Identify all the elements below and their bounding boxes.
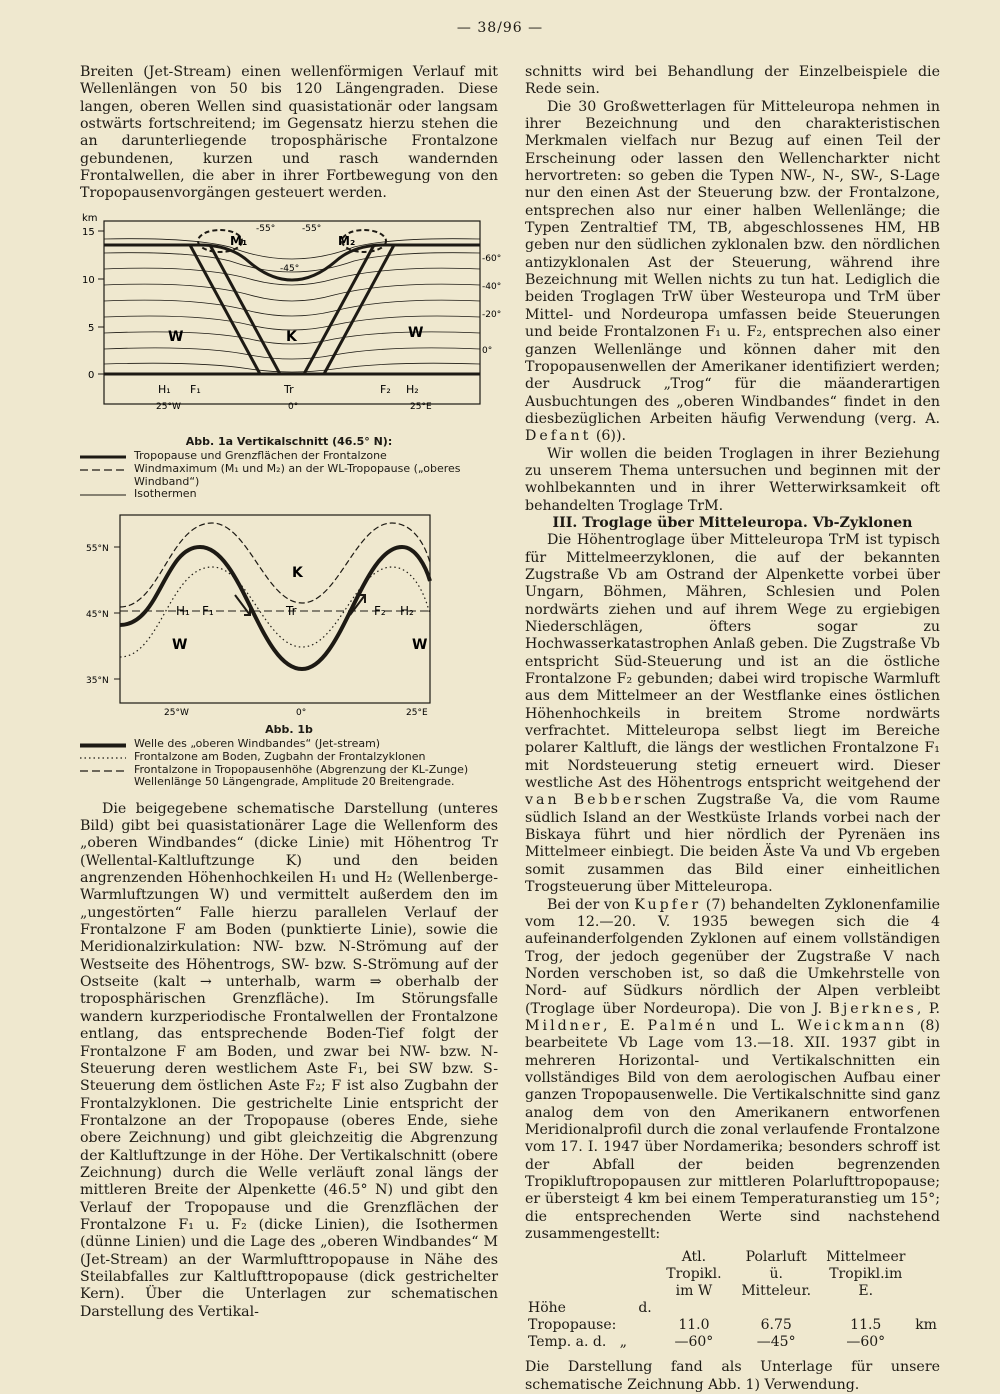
author-name: Weickmann (797, 1017, 908, 1034)
row-label: Höhe d. Tropopause: (528, 1300, 652, 1334)
x-tick-25e: 25°E (410, 401, 432, 412)
table-cell: —60° (846, 1334, 886, 1351)
header-line: Atl. Tropikl. (666, 1249, 722, 1283)
header-line: Tropikl.im E. (829, 1266, 903, 1300)
column-header (655, 1249, 733, 1300)
legend-text: Tropopause und Grenzflächen der Frontalzone (134, 449, 387, 463)
x-tick-25e: 25°E (406, 707, 428, 718)
header-line: Mittelmeer (826, 1249, 906, 1266)
section-heading: III. Troglage über Mitteleuropa. Vb-Zyklonen (552, 514, 913, 531)
table-cell: —60° (674, 1334, 714, 1351)
label-tr: Tr (284, 382, 294, 396)
label-r40: -40° (482, 281, 502, 292)
paragraph-text: , P. (916, 1000, 940, 1017)
author-name: Bjerknes (829, 1000, 917, 1017)
column-header (819, 1249, 912, 1300)
vertical-section-diagram (80, 209, 502, 434)
figure-1b (80, 507, 498, 789)
right-column (525, 64, 940, 1394)
label-r60: -60° (482, 253, 502, 264)
legend-text: Frontalzone am Boden, Zugbahn der Frontalzyklonen (134, 749, 426, 763)
author-name: Mildner (525, 1017, 603, 1034)
paragraph-text: , E. (603, 1017, 635, 1034)
label-h1: H₁ (158, 382, 171, 396)
legend-text: Welle des „oberen Windbandes“ (Jet-stream) (134, 737, 381, 751)
table-cell: 11.0 (678, 1317, 710, 1334)
paragraph-text: (6)). (595, 428, 626, 445)
legend-swatch-dotted (80, 756, 126, 760)
figure-1b-caption (80, 724, 498, 789)
legend-swatch-dashed (80, 769, 126, 773)
right-paragraph-3: Wir wollen die beiden Troglagen in ihrer Beziehung zu unserem Thema untersuchen und beginnen mit der wohlbekannten und in ihrer Wetterwirksamkeit oft behandelten Troglage TrM. (525, 445, 940, 514)
figure-1b-title: Abb. 1b (265, 722, 313, 736)
label-h1: H₁ (176, 603, 190, 618)
paragraph-text: (7) behandelten Zyklonenfamilie vom 12.—20. V. 1935 bewegen sich die 4 aufeinanderfolgenden Zyklonen auf einem vollständigen Trog, der jedoch gegenüber der Zugstraße V nach Norden verschoben ist, so daß die Umkehrstelle von Nord- auf Südkurs nördlich der Alpen verbleibt (Troglage über Nordeuropa). Die von J. (525, 896, 941, 1017)
label-w-left: W (172, 636, 188, 653)
legend-row (80, 463, 498, 488)
label-w-right: W (412, 636, 428, 653)
label-f2: F₂ (374, 603, 386, 618)
column-header (733, 1249, 819, 1300)
table-cell: —45° (756, 1334, 796, 1351)
label-r0: 0° (482, 345, 493, 356)
paragraph-text: (8) bearbeitete Vb Lage vom 13.—18. XII. 1937 gibt in mehreren Horizontal- und Vertikalschnitten ein vollständiges Bild von dem aerologischen Aufbau einer ganzen Tropopausenwelle. Die Vertikalschnitte sind ganz analog dem von den Amerikanern entworfenen Meridionalprofil durch die zonal verlaufende Frontalzone vom 17. I. 1947 über Nordamerika; besonders schroff ist der Abfall der beiden begrenzenden Tropikluftropopausen zur mittleren Polarlufttropopause; er übersteigt 4 km bei einem Temperaturanstieg um 15°; die entsprechenden Werte sind nachstehend zusammengestellt: (525, 1017, 940, 1243)
label-tr: Tr (286, 603, 297, 618)
header-line: im W (675, 1283, 713, 1300)
label-r20: -20° (482, 309, 502, 320)
table-cell: 6.75 (760, 1317, 792, 1334)
header-line: ü. Mitteleur. (741, 1266, 812, 1300)
legend-row (80, 488, 498, 501)
figure-1a (80, 209, 502, 501)
label-k: K (286, 328, 297, 345)
table-row (525, 1300, 940, 1334)
axis-tick-15: 15 (82, 226, 95, 238)
figure-1a-caption (80, 436, 498, 501)
label-f1: F₁ (190, 382, 201, 396)
tropopause-table (525, 1249, 940, 1351)
x-tick-25w: 25°W (164, 707, 189, 718)
axis-tick-0: 0 (88, 369, 95, 381)
legend-text: Isothermen (134, 487, 197, 501)
label-f2: F₂ (380, 382, 391, 396)
axis-tick-10: 10 (82, 274, 95, 286)
axis-tick-5: 5 (88, 322, 95, 334)
paragraph-text: Bei der von (547, 896, 630, 913)
table-row (525, 1334, 940, 1351)
x-tick-0: 0° (296, 707, 307, 718)
y-tick-45n: 45°N (86, 609, 109, 620)
legend-swatch-thick (80, 743, 126, 748)
label-t45: -45° (280, 263, 300, 274)
row-label (525, 1334, 655, 1351)
x-tick-0: 0° (288, 401, 299, 412)
header-line: Polarluft (745, 1249, 807, 1266)
label-h2: H₂ (400, 603, 414, 618)
author-name: Defant (525, 428, 592, 445)
right-paragraph-4 (525, 532, 940, 896)
author-name: Kupfer (634, 896, 702, 913)
paragraph-text: schen Zugstraße Va, die vom Raume südlich Island an der Westküste Irlands vorbei nach der Biskaya führt und hier nördlich der Pyrenäen ins Mittelmeer einbiegt. Die beiden Äste Va und Vb ergeben somit zusammen das Bild einer einheitlichen Trogsteuerung über Mitteleuropa. (525, 792, 940, 896)
label-t55-right: -55° (302, 223, 322, 234)
right-paragraph-1: schnitts wird bei Behandlung der Einzelbeispiele die Rede sein. (525, 64, 940, 98)
legend-text: Windmaximum (M₁ und M₂) an der WL-Tropopause („oberes Windband“) (134, 461, 461, 488)
right-paragraph-5 (525, 897, 940, 1244)
left-paragraph-2: Die beigegebene schematische Darstellung (unteres Bild) gibt bei quasistationärer Lage die Wellenform des „oberen Windbandes“ (dicke Linie) mit Höhentrog Tr (Wellental-Kaltluftzunge K) und den beiden angrenzenden Höhenhochkeilen H₁ und H₂ (Wellenberge-Warmluftzungen W) und vermittelt außerdem den im „ungestörten“ Falle hierzu parallelen Verlauf der Frontalzone F am Boden (punktierte Linie), sowie die Meridionalzirkulation: NW- bzw. N-Strömung auf der Westseite des Höhentrogs, SW- bzw. S-Strömung auf der Ostseite (kalt → unterhalb, warm ⇒ oberhalb der troposphärischen Grenzfläche). Im Störungsfalle wandern kurzperiodische Frontalwellen der Frontalzone entlang, das entsprechende Boden-Tief folgt der Frontalzone F am Boden, und zwar bei NW- bzw. N-Steuerung deren westlichem Aste F₁, bei SW bzw. S-Steuerung dem östlichen Aste F₂; F ist also Zugbahn der Frontalzyklonen. Die gestrichelte Linie entspricht der Frontalzone an der Tropopause (oberes Ende, siehe obere Zeichnung) und gibt gleichzeitig die Abgrenzung der Kaltluftzunge in der Höhe. Der Vertikalschnitt (obere Zeichnung) durch die Welle verläuft zonal längs der mittleren Breite der Alpenkette (46.5° N) und gibt den Verlauf der Tropopause und die Grenzflächen der Frontalzone F₁ u. F₂ (dicke Linien), die Isothermen (dünne Linien) und die Lage des „oberen Windbandes“ M (Jet-Stream) an der Warmlufttropopause in Nähe des Steilabfalles zur Kaltlufttropopause (dick gestrichelter Kern). Über die Unterlagen zur schematischen Darstellung des Vertikal- (80, 800, 498, 1320)
label-h2: H₂ (406, 382, 419, 396)
frontal-zone-tropopause (120, 523, 430, 607)
y-tick-55n: 55°N (86, 543, 109, 554)
y-tick-35n: 35°N (86, 675, 109, 686)
legend-row (80, 751, 498, 764)
author-name: Palmén (647, 1017, 719, 1034)
legend-row (80, 764, 498, 789)
table-cell: 11.5 (850, 1317, 882, 1334)
legend-swatch-dashed (80, 468, 126, 472)
paragraph-text: Die 30 Großwetterlagen für Mitteleuropa nehmen in ihrer Bezeichnung und den charakteristischen Merkmalen vielfach nur Bezug auf einen Teil der Erscheinung oder lassen den Wellencharkter nicht hervortreten: so geben die Typen NW-, N-, SW-, S-Lage nur den einen Ast der Steuerung bzw. der Frontalzone, entsprechen also nur einer halben Wellenlänge; die Typen Zentraltief TM, TB, abgeschlossenes HM, HB geben nur den südlichen zyklonalen bzw. den nördlichen antizyklonalen Ast der Steuerung, während ihre Bezeichnung mit Wellen nichts zu tun hat. Lediglich die beiden Troglagen TrW über Westeuropa und TrM über Mittel- und Nordeuropa umfassen beide Steuerungen und beide Frontalzonen F₁ u. F₂, entsprechen also einer ganzen Wellenlänge und können daher mit den Tropopausenwellen der Amerikaner identifiziert werden; der Ausdruck „Trog“ für die mäanderartigen Ausbuchtungen des „oberen Windbandes“ findet in den diesbezüglichen Arbeiten häufig Verwendung (verg. A. (525, 98, 940, 427)
label-m2: M₂ (338, 233, 356, 248)
label-w-left: W (168, 328, 184, 345)
label-f1: F₁ (202, 603, 214, 618)
wave-diagram (80, 507, 498, 722)
legend-swatch-thin (80, 493, 126, 497)
paragraph-text: Die Höhentroglage über Mitteleuropa TrM ist typisch für Mittelmeerzyklonen, die auf der bekannten Zugstraße Vb am Ostrand der Alpenkette vorbei über Ungarn, Böhmen, Mähren, Schlesien und Polen nordwärts ziehen und auf ihrem Wege zu ergiebigen Niederschlägen, öfters sogar zu Hochwasserkatastrophen Anlaß geben. Die Zugstraße Vb entspricht Süd-Steuerung und ist an die östliche Frontalzone F₂ gebunden; dabei wird tropische Warmluft aus dem Mittelmeer an der Westflanke eines östlichen Höhenhochkeils in breitem Strome nordwärts verfrachtet. Mitteleuropa selbst liegt im Bereiche polarer Kaltluft, die längs der westlichen Frontalzone F₁ mit Nordsteuerung stetig erneuert wird. Dieser westliche Ast des Höhentrogs entspricht weitgehend der (525, 532, 940, 792)
isotherms (104, 238, 480, 371)
axis-km-label: km (82, 212, 98, 224)
label-k: K (292, 564, 303, 581)
x-tick-25w: 25°W (156, 401, 181, 412)
legend-text: Frontalzone in Tropopausenhöhe (Abgrenzung der KL-Zunge) Wellenlänge 50 Längengrade, Amplitude 20 Breitengrade. (134, 762, 469, 789)
page-number: — 38/96 — (456, 20, 544, 36)
left-column (80, 64, 502, 1321)
right-paragraph-6: Die Darstellung fand als Unterlage für unsere schematische Zeichnung Abb. 1) Verwendung. (525, 1359, 940, 1393)
legend-swatch-thick (80, 455, 126, 459)
figure-1a-title: Abb. 1a Vertikalschnitt (46.5° N): (185, 434, 393, 448)
unit-cell: km (915, 1317, 937, 1334)
row-label-text: Temp. a. d. (528, 1334, 607, 1351)
paragraph-text: und L. (730, 1017, 785, 1034)
right-paragraph-2 (525, 99, 940, 446)
table-header-row (525, 1249, 940, 1300)
left-paragraph-1: Breiten (Jet-Stream) einen wellenförmigen Verlauf mit Wellenlängen von 50 bis 120 Längengraden. Diese langen, oberen Wellen sind quasistationär oder langsam ostwärts fortschreitend; im Gegensatz hierzu stehen die an darunterliegende troposphärische Frontalzone gebundenen, kurzen und rasch wandernden Frontalwellen, die aber in ihrer Fortbewegung von den Tropopausenvorgängen gesteuert werden. (80, 64, 498, 202)
label-w-right: W (408, 324, 424, 341)
author-name: van Bebber (525, 792, 644, 809)
label-t55-left: -55° (256, 223, 276, 234)
label-m1: M₁ (230, 233, 248, 248)
ditto-mark: „ (619, 1334, 627, 1351)
